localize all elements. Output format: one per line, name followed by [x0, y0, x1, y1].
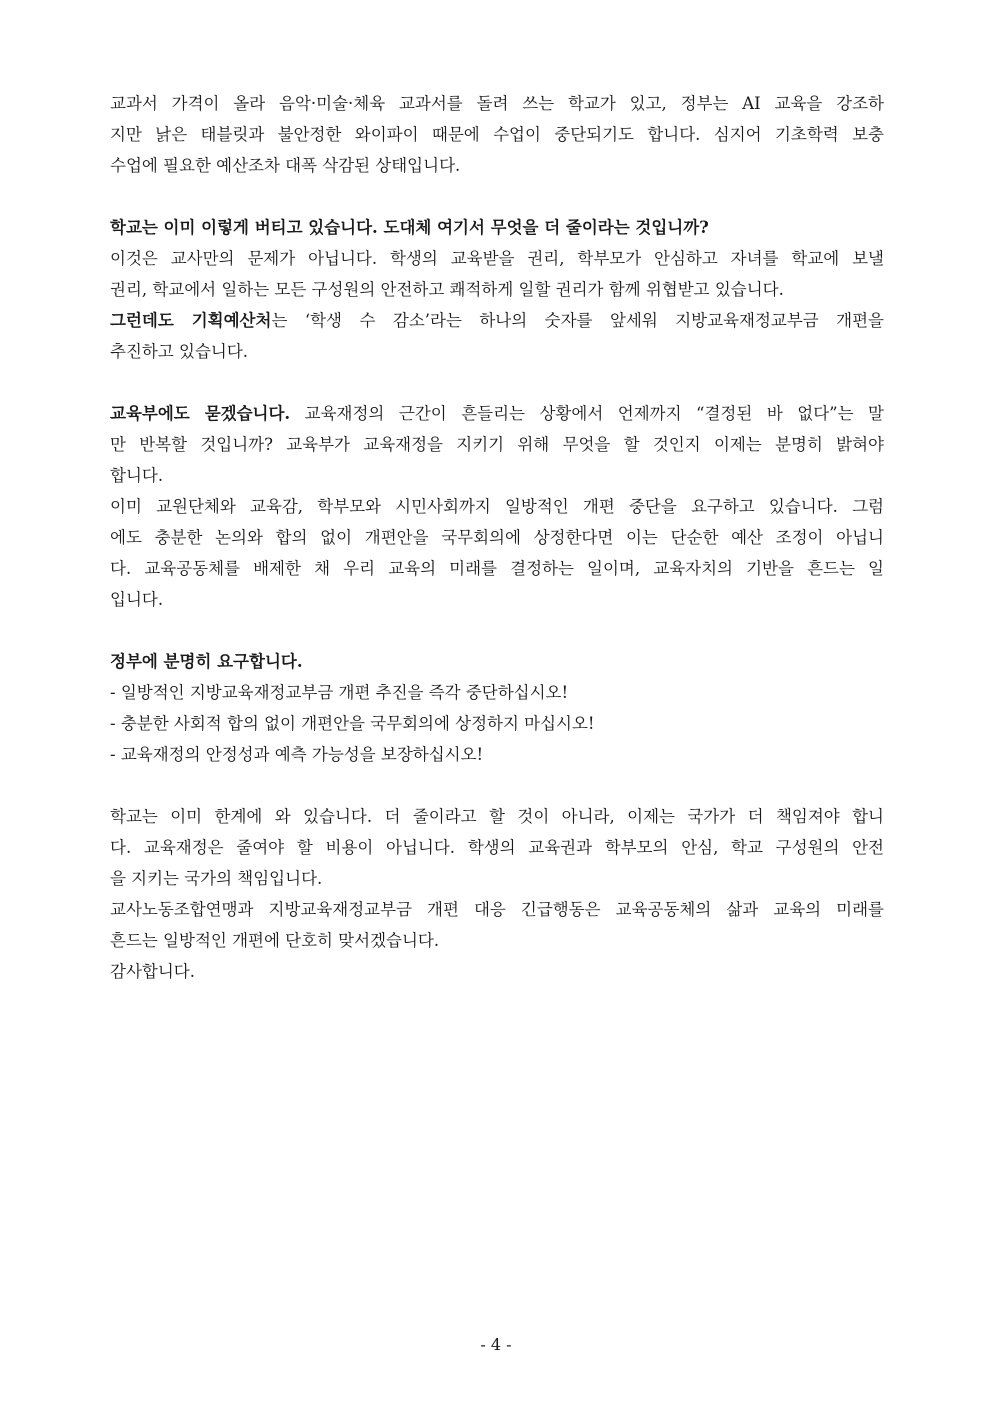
text-line: 합니다. [110, 466, 164, 485]
text-line: 만 반복할 것입니까? 교육부가 교육재정을 지키기 위해 무엇을 할 것인지 이제는 분명히 밝혀야 [110, 435, 884, 454]
text-line: 지만 낡은 태블릿과 불안정한 와이파이 때문에 수업이 중단되기도 합니다. 심지어 기초학력 보충 [110, 125, 884, 144]
paragraph-gap [110, 367, 884, 398]
text-line: 학교는 이미 한계에 와 있습니다. 더 줄이라고 할 것이 아니라, 이제는 국가가 더 책임져야 합니 [110, 807, 884, 826]
paragraph-textbook-budget [110, 88, 884, 181]
section-heading: 학교는 이미 이렇게 버티고 있습니다. 도대체 여기서 무엇을 더 줄이라는 것입니까? [110, 218, 709, 237]
text-line: 다. 교육공동체를 배제한 채 우리 교육의 미래를 결정하는 일이며, 교육자치의 기반을 흔드는 일 [110, 559, 884, 578]
text-span: 교육재정의 근간이 흔들리는 상황에서 언제까지 “결정된 바 없다”는 말 [290, 404, 884, 423]
text-line: 입니다. [110, 590, 164, 609]
text-line: 수업에 필요한 예산조차 대폭 삭감된 상태입니다. [110, 156, 461, 175]
text-line: 흔드는 일방적인 개편에 단호히 맞서겠습니다. [110, 931, 440, 950]
text-span: 는 ‘학생 수 감소’라는 하나의 숫자를 앞세워 지방교육재정교부금 개편을 [271, 311, 884, 330]
paragraph-gap [110, 770, 884, 801]
text-line: 교과서 가격이 올라 음악·미술·체육 교과서를 돌려 쓰는 학교가 있고, 정부는 AI 교육을 강조하 [110, 94, 884, 113]
text-line [110, 398, 884, 429]
list-item: - 일방적인 지방교육재정교부금 개편 추진을 즉각 중단하십시오! [110, 683, 569, 702]
paragraph-ministry-question [110, 398, 884, 615]
text-line: 이미 교원단체와 교육감, 학부모와 시민사회까지 일방적인 개편 중단을 요구하고 있습니다. 그럼 [110, 497, 884, 516]
text-line: 추진하고 있습니다. [110, 342, 249, 361]
text-line: 을 지키는 국가의 책임입니다. [110, 869, 323, 888]
text-line: 에도 충분한 논의와 합의 없이 개편안을 국무회의에 상정한다면 이는 단순한 예산 조정이 아닙니 [110, 528, 884, 547]
demands-list [110, 646, 884, 770]
document-body [110, 88, 884, 987]
paragraph-schools-enduring [110, 212, 884, 367]
text-line: 다. 교육재정은 줄여야 할 비용이 아닙니다. 학생의 교육권과 학부모의 안심, 학교 구성원의 안전 [110, 838, 884, 857]
list-item: - 교육재정의 안정성과 예측 가능성을 보장하십시오! [110, 745, 484, 764]
emphasis-text: 그런데도 기획예산처 [110, 311, 272, 330]
paragraph-closing [110, 801, 884, 987]
section-heading: 정부에 분명히 요구합니다. [110, 652, 303, 671]
paragraph-gap [110, 181, 884, 212]
paragraph-gap [110, 615, 884, 646]
text-line: 감사합니다. [110, 962, 195, 981]
text-line: 이것은 교사만의 문제가 아닙니다. 학생의 교육받을 권리, 학부모가 안심하고 자녀를 학교에 보낼 [110, 249, 884, 268]
emphasis-text: 교육부에도 묻겠습니다. [110, 404, 291, 423]
text-line: 권리, 학교에서 일하는 모든 구성원의 안전하고 쾌적하게 일할 권리가 함께 위협받고 있습니다. [110, 280, 784, 299]
list-item: - 충분한 사회적 합의 없이 개편안을 국무회의에 상정하지 마십시오! [110, 714, 595, 733]
text-line: 교사노동조합연맹과 지방교육재정교부금 개편 대응 긴급행동은 교육공동체의 삶과 교육의 미래를 [110, 900, 884, 919]
page-number: - 4 - [480, 1335, 512, 1354]
text-line [110, 305, 884, 336]
